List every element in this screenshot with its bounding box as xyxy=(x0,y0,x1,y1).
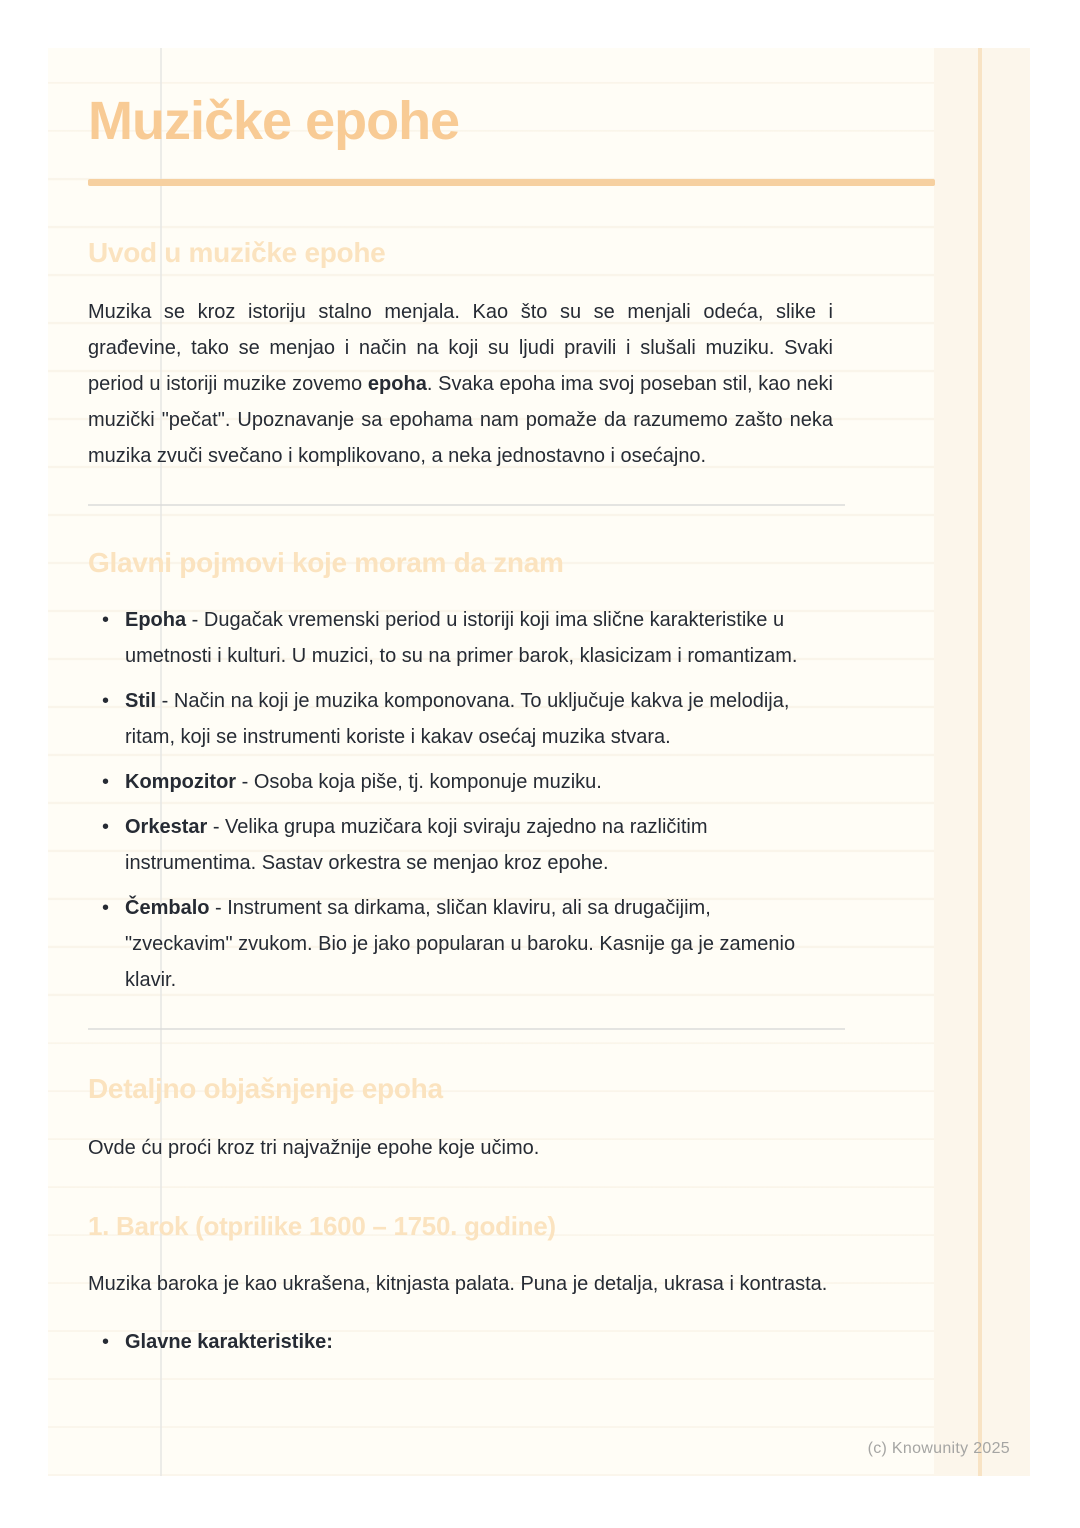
barok-paragraph: Muzika baroka je kao ukrašena, kitnjasta palata. Puna je detalja, ukrasa i kontrasta. xyxy=(88,1273,828,1295)
glossary-term: Orkestar xyxy=(125,816,208,838)
note-page-card xyxy=(48,48,1030,1476)
section-heading-glossary: Glavni pojmovi koje moram da znam xyxy=(88,547,564,578)
section-heading-intro: Uvod u muzičke epohe xyxy=(88,237,386,268)
barok-list xyxy=(88,1324,800,1360)
glossary-desc: - Dugačak vremenski period u istoriji koji ima slične karakteristike u umetnosti i kulturi. U muzici, to su na primer barok, klasicizam i romantizam. xyxy=(125,609,798,667)
details-lead-paragraph: Ovde ću proći kroz tri najvažnije epohe koje učimo. xyxy=(88,1137,540,1159)
section-heading-details: Detaljno objašnjenje epoha xyxy=(88,1073,443,1104)
list-item xyxy=(88,764,800,800)
intro-text-after: . Svaka epoha ima svoj poseban stil, kao neki muzički "pečat". Upoznavanje sa epohama nam pomaže da razumemo zašto neka muzika zvuči svečano i komplikovano, a neka jednostavno i osećajno. xyxy=(88,373,833,467)
document-content xyxy=(48,90,845,1360)
copyright-footer: (c) Knowunity 2025 xyxy=(867,1440,1010,1457)
glossary-desc: - Način na koji je muzika komponovana. To uključuje kakva je melodija, ritam, koji se instrumenti koriste i kakav osećaj muzika stvara. xyxy=(125,690,790,748)
list-item xyxy=(88,890,800,998)
intro-paragraph xyxy=(88,294,833,474)
list-item xyxy=(88,683,800,755)
section-divider xyxy=(88,504,845,506)
page-title: Muzičke epohe xyxy=(88,91,460,151)
list-item xyxy=(88,809,800,881)
intro-text-bold: epoha xyxy=(367,373,427,395)
glossary-term: Stil xyxy=(125,690,157,712)
glossary-term: Kompozitor xyxy=(125,771,237,793)
intro-text-before: Muzika se kroz istoriju stalno menjala. Kao što su se menjali odeća, slike i građevine, tako se menjao i način na koji su ljudi pravili i slušali muziku. Svaki period u istoriji muzike zovemo xyxy=(88,301,833,395)
section-divider xyxy=(88,1028,845,1030)
title-underline-bar xyxy=(88,179,935,186)
glossary-term: Epoha xyxy=(125,609,187,631)
right-margin-strip xyxy=(934,48,1030,1476)
glossary-list xyxy=(88,602,800,998)
list-item xyxy=(88,1324,800,1360)
glossary-desc: - Velika grupa muzičara koji sviraju zajedno na različitim instrumentima. Sastav orkestra se menjao kroz epohe. xyxy=(125,816,708,874)
subsection-heading-barok: 1. Barok (otprilike 1600 – 1750. godine) xyxy=(88,1211,556,1241)
list-item xyxy=(88,602,800,674)
right-margin-line xyxy=(978,48,982,1476)
glossary-term: Čembalo xyxy=(125,897,210,919)
glossary-desc: - Instrument sa dirkama, sličan klaviru, ali sa drugačijim, "zveckavim" zvukom. Bio je jako popularan u baroku. Kasnije ga je zamenio klavir. xyxy=(125,897,796,991)
glossary-desc: - Osoba koja piše, tj. komponuje muziku. xyxy=(236,771,602,793)
barok-bullet-label: Glavne karakteristike: xyxy=(125,1331,333,1353)
